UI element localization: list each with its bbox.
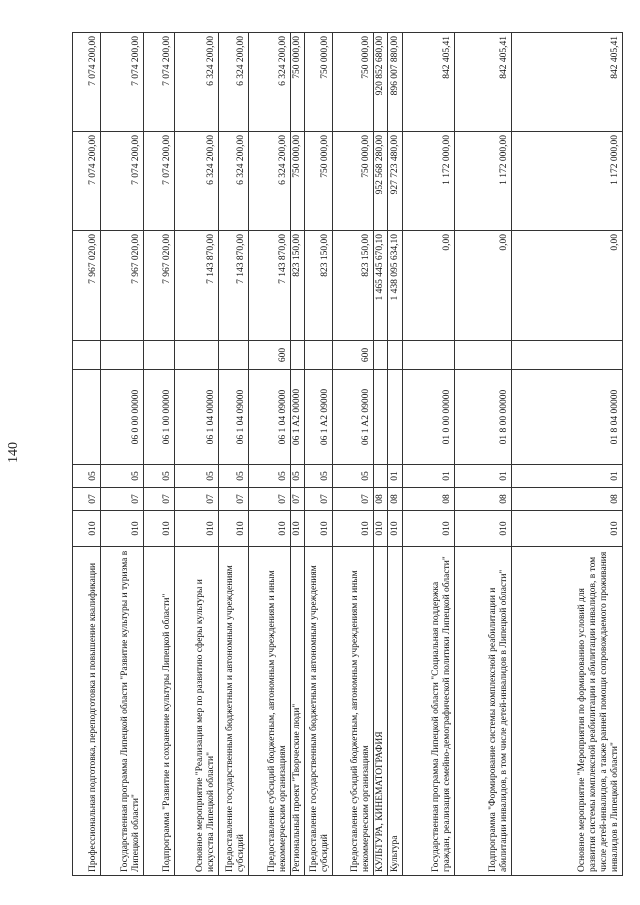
- row-name: Предоставление субсидий бюджетным, автономным учреждениям и иным некоммерческим организациям: [249, 547, 291, 876]
- ministry-code: 010: [454, 511, 511, 547]
- section-code: 07: [304, 488, 332, 511]
- target-article-code: 06 1 A2 00000: [291, 370, 305, 465]
- subsection-code: 01: [454, 465, 511, 488]
- table-row: [454, 33, 511, 876]
- amount-year-1: 823 150,00: [291, 231, 305, 341]
- table-row: [219, 33, 249, 876]
- expense-type-code: [373, 341, 387, 370]
- expense-type-code: [387, 341, 402, 370]
- expense-type-code: [402, 341, 454, 370]
- amount-year-2: 952 568 280,00: [373, 132, 387, 231]
- row-name: Предоставление субсидий бюджетным, автономным учреждениям и иным некоммерческим организациям: [332, 547, 373, 876]
- target-article-code: 06 1 A2 09000: [332, 370, 373, 465]
- ministry-code: 010: [101, 511, 144, 547]
- expense-type-code: [144, 341, 175, 370]
- row-name: Предоставление государственным бюджетным и автономным учреждениям субсидий: [219, 547, 249, 876]
- target-article-code: [73, 370, 101, 465]
- amount-year-1: 1 465 445 670,10: [373, 231, 387, 341]
- amount-year-1: 0,00: [511, 231, 622, 341]
- row-name: Основное мероприятие "Мероприятия по формированию условий для развития системы комплексной реабилитации и абилитации инвалидов, в том числе детей-инвалидов, а также ранней помощи сопровождаемого проживания инвалидов в Липецкой области": [511, 547, 622, 876]
- table-row: [387, 33, 402, 876]
- amount-year-3: 842 405,41: [454, 33, 511, 132]
- target-article-code: [387, 370, 402, 465]
- amount-year-2: 7 074 200,00: [73, 132, 101, 231]
- ministry-code: 010: [219, 511, 249, 547]
- target-article-code: 01 0 00 00000: [402, 370, 454, 465]
- subsection-code: 05: [144, 465, 175, 488]
- subsection-code: [373, 465, 387, 488]
- target-article-code: 06 1 04 09000: [249, 370, 291, 465]
- target-article-code: 06 1 00 00000: [144, 370, 175, 465]
- target-article-code: 06 0 00 00000: [101, 370, 144, 465]
- amount-year-2: 750 000,00: [304, 132, 332, 231]
- amount-year-1: 1 438 095 634,10: [387, 231, 402, 341]
- amount-year-3: 6 324 200,00: [249, 33, 291, 132]
- ministry-code: 010: [73, 511, 101, 547]
- row-name: Профессиональная подготовка, переподготовка и повышение квалификации: [73, 547, 101, 876]
- amount-year-3: 750 000,00: [304, 33, 332, 132]
- amount-year-1: 7 967 020,00: [73, 231, 101, 341]
- row-name: Предоставление государственным бюджетным и автономным учреждениям субсидий: [304, 547, 332, 876]
- amount-year-1: 7 967 020,00: [144, 231, 175, 341]
- ministry-code: 010: [304, 511, 332, 547]
- expense-type-code: [511, 341, 622, 370]
- page-number: 140: [6, 442, 21, 463]
- target-article-code: 06 1 04 09000: [219, 370, 249, 465]
- expense-type-code: [175, 341, 219, 370]
- table-row: [304, 33, 332, 876]
- amount-year-2: 7 074 200,00: [144, 132, 175, 231]
- row-name: Культура: [387, 547, 402, 876]
- row-name: КУЛЬТУРА, КИНЕМАТОГРАФИЯ: [373, 547, 387, 876]
- amount-year-1: 7 143 870,00: [175, 231, 219, 341]
- section-code: 07: [291, 488, 305, 511]
- ministry-code: 010: [402, 511, 454, 547]
- expense-type-code: [219, 341, 249, 370]
- section-code: 08: [511, 488, 622, 511]
- amount-year-2: 1 172 000,00: [402, 132, 454, 231]
- ministry-code: 010: [387, 511, 402, 547]
- amount-year-1: 823 150,00: [332, 231, 373, 341]
- section-code: 08: [402, 488, 454, 511]
- ministry-code: 010: [373, 511, 387, 547]
- subsection-code: 05: [249, 465, 291, 488]
- expense-type-code: [454, 341, 511, 370]
- subsection-code: 05: [304, 465, 332, 488]
- amount-year-3: 7 074 200,00: [144, 33, 175, 132]
- ministry-code: 010: [249, 511, 291, 547]
- row-name: Подпрограмма "Развитие и сохранение культуры Липецкой области": [144, 547, 175, 876]
- ministry-code: 010: [144, 511, 175, 547]
- amount-year-2: 6 324 200,00: [219, 132, 249, 231]
- table-row: [175, 33, 219, 876]
- amount-year-3: 842 405,41: [402, 33, 454, 132]
- section-code: 07: [332, 488, 373, 511]
- row-name: Государственная программа Липецкой области "Развитие культуры и туризма в Липецкой области": [101, 547, 144, 876]
- row-name: Основное мероприятие "Реализация мер по развитию сферы культуры и искусства Липецкой области": [175, 547, 219, 876]
- amount-year-2: 1 172 000,00: [454, 132, 511, 231]
- section-code: 07: [101, 488, 144, 511]
- table-row: [144, 33, 175, 876]
- budget-table: [72, 32, 623, 876]
- table-row: [332, 33, 373, 876]
- target-article-code: [373, 370, 387, 465]
- target-article-code: 01 8 04 00000: [511, 370, 622, 465]
- section-code: 07: [144, 488, 175, 511]
- expense-type-code: [101, 341, 144, 370]
- amount-year-2: 1 172 000,00: [511, 132, 622, 231]
- section-code: 07: [73, 488, 101, 511]
- target-article-code: 01 8 00 00000: [454, 370, 511, 465]
- amount-year-3: 6 324 200,00: [219, 33, 249, 132]
- ministry-code: 010: [332, 511, 373, 547]
- target-article-code: 06 1 A2 09000: [304, 370, 332, 465]
- section-code: 08: [454, 488, 511, 511]
- subsection-code: 05: [332, 465, 373, 488]
- table-row: [402, 33, 454, 876]
- amount-year-1: 823 150,00: [304, 231, 332, 341]
- section-code: 07: [219, 488, 249, 511]
- amount-year-3: 750 000,00: [291, 33, 305, 132]
- amount-year-3: 896 007 880,00: [387, 33, 402, 132]
- amount-year-3: 750 000,00: [332, 33, 373, 132]
- amount-year-1: 0,00: [454, 231, 511, 341]
- amount-year-3: 842 405,41: [511, 33, 622, 132]
- budget-table-container: [72, 33, 621, 876]
- amount-year-1: 0,00: [402, 231, 454, 341]
- target-article-code: 06 1 04 00000: [175, 370, 219, 465]
- subsection-code: 01: [511, 465, 622, 488]
- amount-year-2: 6 324 200,00: [249, 132, 291, 231]
- expense-type-code: 600: [332, 341, 373, 370]
- amount-year-2: 750 000,00: [291, 132, 305, 231]
- subsection-code: 01: [387, 465, 402, 488]
- table-row: [373, 33, 387, 876]
- ministry-code: 010: [291, 511, 305, 547]
- expense-type-code: [73, 341, 101, 370]
- subsection-code: 01: [402, 465, 454, 488]
- expense-type-code: 600: [249, 341, 291, 370]
- ministry-code: 010: [511, 511, 622, 547]
- subsection-code: 05: [291, 465, 305, 488]
- section-code: 07: [249, 488, 291, 511]
- amount-year-1: 7 143 870,00: [219, 231, 249, 341]
- row-name: Государственная программа Липецкой области "Социальная поддержка граждан, реализация семейно-демографической политики Липецкой области": [402, 547, 454, 876]
- amount-year-3: 7 074 200,00: [73, 33, 101, 132]
- row-name: Подпрограмма "Формирование системы комплексной реабилитации и абилитации инвалидов, в том числе детей-инвалидов в Липецкой области": [454, 547, 511, 876]
- expense-type-code: [304, 341, 332, 370]
- amount-year-3: 7 074 200,00: [101, 33, 144, 132]
- table-row: [73, 33, 101, 876]
- table-row: [511, 33, 622, 876]
- amount-year-2: 750 000,00: [332, 132, 373, 231]
- table-row: [249, 33, 291, 876]
- amount-year-2: 7 074 200,00: [101, 132, 144, 231]
- expense-type-code: [291, 341, 305, 370]
- subsection-code: 05: [175, 465, 219, 488]
- amount-year-1: 7 967 020,00: [101, 231, 144, 341]
- amount-year-1: 7 143 870,00: [249, 231, 291, 341]
- section-code: 07: [175, 488, 219, 511]
- table-row: [291, 33, 305, 876]
- subsection-code: 05: [219, 465, 249, 488]
- amount-year-3: 6 324 200,00: [175, 33, 219, 132]
- table-row: [101, 33, 144, 876]
- subsection-code: 05: [73, 465, 101, 488]
- amount-year-2: 6 324 200,00: [175, 132, 219, 231]
- ministry-code: 010: [175, 511, 219, 547]
- row-name: Региональный проект "Творческие люди": [291, 547, 305, 876]
- amount-year-3: 920 852 680,00: [373, 33, 387, 132]
- section-code: 08: [373, 488, 387, 511]
- amount-year-2: 927 723 480,00: [387, 132, 402, 231]
- section-code: 08: [387, 488, 402, 511]
- subsection-code: 05: [101, 465, 144, 488]
